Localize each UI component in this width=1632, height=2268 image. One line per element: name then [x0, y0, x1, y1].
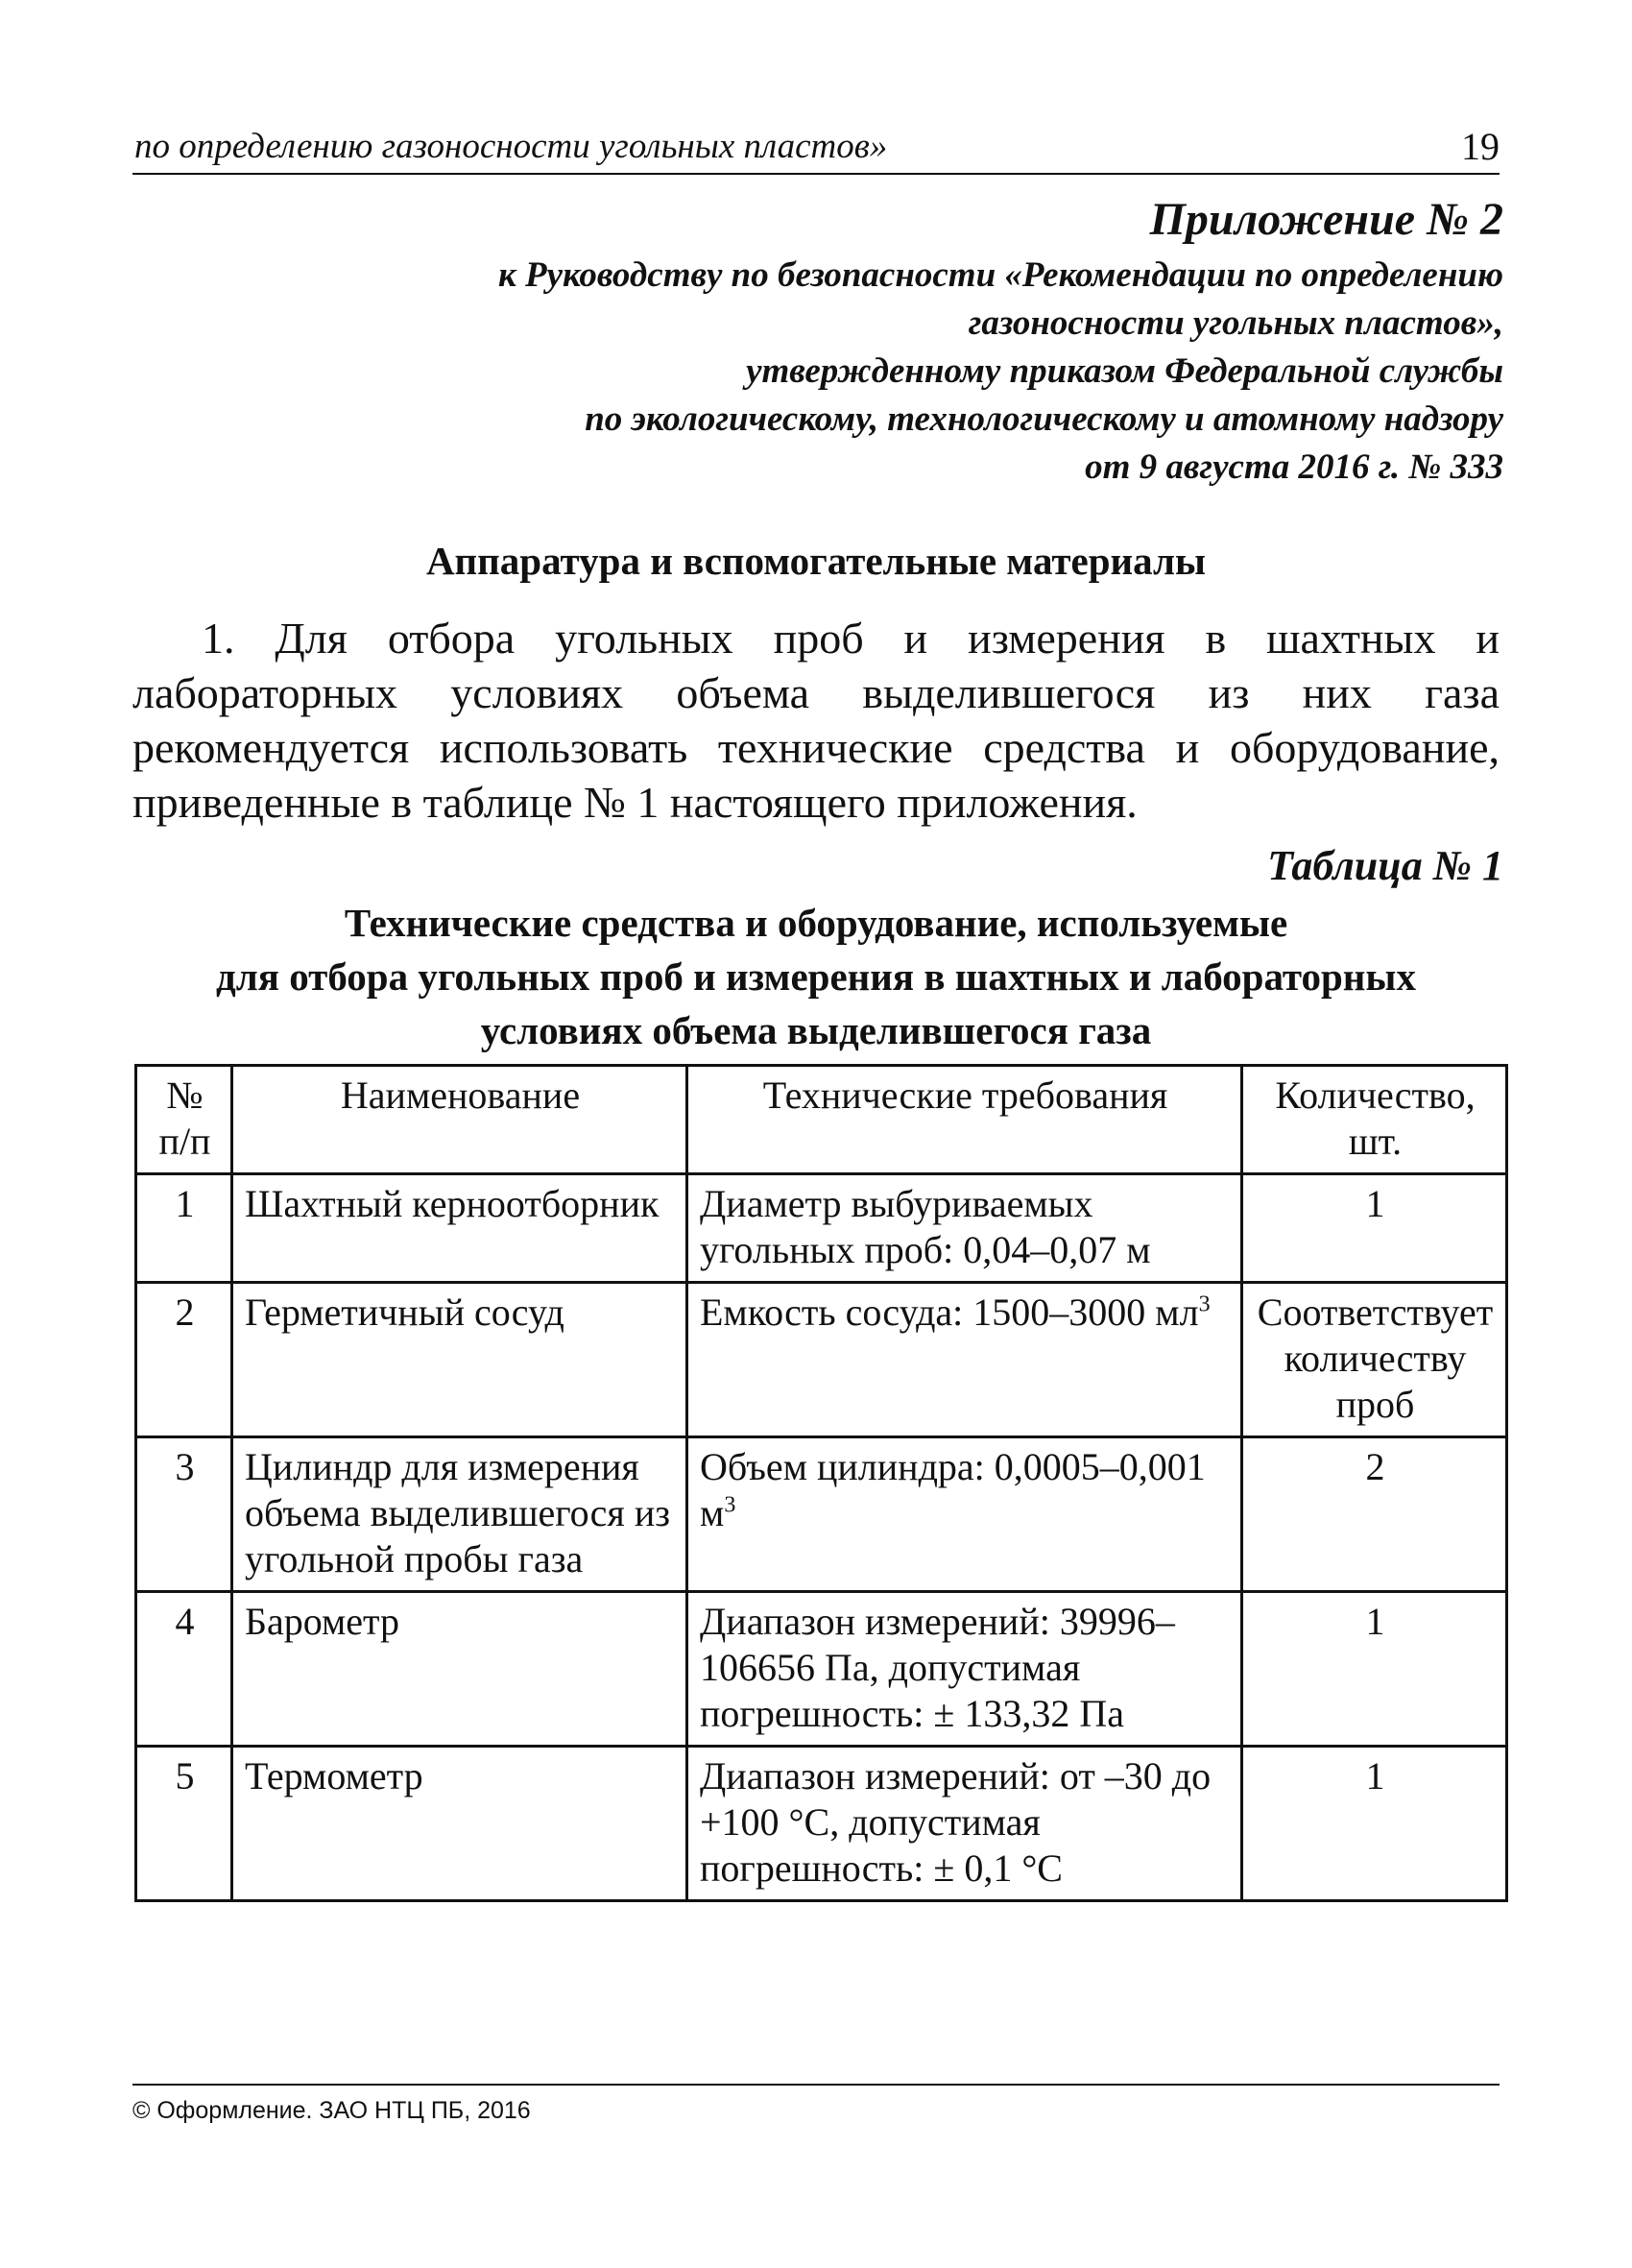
cell-num: 4: [136, 1592, 232, 1747]
cell-num: 1: [136, 1174, 232, 1283]
cell-quantity: 1: [1242, 1592, 1507, 1747]
table-row: [136, 1592, 1507, 1747]
cell-requirements: Диаметр выбуриваемых угольных проб: 0,04–0,07 м: [687, 1174, 1242, 1283]
cell-quantity: Соответствует количеству проб: [1242, 1283, 1507, 1437]
copyright-footer: © Оформление. ЗАО НТЦ ПБ, 2016: [132, 2084, 1500, 2125]
table-row: [136, 1283, 1507, 1437]
table-row: [136, 1437, 1507, 1592]
table-row: [136, 1747, 1507, 1901]
cell-name: Цилиндр для измерения объема выделившегося из угольной пробы газа: [232, 1437, 687, 1592]
cell-requirements: Диапазон измерений: 39996–106656 Па, допустимая погрешность: ± 133,32 Па: [687, 1592, 1242, 1747]
cell-quantity: 1: [1242, 1174, 1507, 1283]
cell-num: 2: [136, 1283, 232, 1437]
appendix-heading: Приложение № 2: [1149, 194, 1503, 245]
requirements-text: Объем цилиндра: 0,0005–0,001 м: [700, 1445, 1206, 1534]
running-header: [132, 119, 1500, 175]
cell-name: Шахтный керноотборник: [232, 1174, 687, 1283]
paragraph-text: 1. Для отбора угольных проб и измерения в шахтных и лабораторных условиях объема выделившегося из них газа рекомендуется использовать технические средства и оборудование, приведенные в таблице № 1 настоящего приложения.: [132, 614, 1500, 827]
appendix-line: по экологическому, технологическому и атомному надзору: [585, 399, 1503, 439]
cell-quantity: 1: [1242, 1747, 1507, 1901]
equipment-table: [134, 1064, 1508, 1902]
appendix-line: газоносности угольных пластов»,: [968, 303, 1503, 343]
body-paragraph: [132, 611, 1500, 830]
superscript: 3: [1198, 1291, 1211, 1317]
running-title: по определению газоносности угольных пластов»: [134, 127, 888, 166]
requirements-text: Емкость сосуда: 1500–3000 мл: [700, 1291, 1199, 1334]
header-cell-name: Наименование: [232, 1066, 687, 1174]
table-header-row: [136, 1066, 1507, 1174]
cell-quantity: 2: [1242, 1437, 1507, 1592]
header-cell-requirements: Технические требования: [687, 1066, 1242, 1174]
cell-name: Термометр: [232, 1747, 687, 1901]
header-cell-num: № п/п: [136, 1066, 232, 1174]
cell-requirements: [687, 1283, 1242, 1437]
table-label: Таблица № 1: [1267, 842, 1503, 889]
cell-requirements: Диапазон измерений: от –30 до +100 °С, допустимая погрешность: ± 0,1 °С: [687, 1747, 1242, 1901]
page-number: 19: [1461, 125, 1500, 168]
section-heading: Аппаратура и вспомогательные материалы: [425, 539, 1207, 583]
cell-num: 3: [136, 1437, 232, 1592]
caption-line: условиях объема выделившегося газа: [480, 1008, 1152, 1052]
cell-num: 5: [136, 1747, 232, 1901]
caption-line: для отбора угольных проб и измерения в шахтных и лабораторных: [216, 954, 1416, 999]
superscript: 3: [724, 1492, 736, 1518]
table-row: [136, 1174, 1507, 1283]
table-caption: [132, 896, 1500, 1057]
appendix-block: [255, 192, 1503, 492]
header-cell-quantity: Количество, шт.: [1242, 1066, 1507, 1174]
cell-name: Герметичный сосуд: [232, 1283, 687, 1437]
appendix-line: от 9 августа 2016 г. № 333: [1085, 447, 1503, 487]
caption-line: Технические средства и оборудование, используемые: [344, 901, 1288, 945]
cell-name: Барометр: [232, 1592, 687, 1747]
appendix-line: утвержденному приказом Федеральной службы: [746, 351, 1503, 391]
cell-requirements: [687, 1437, 1242, 1592]
appendix-line: к Руководству по безопасности «Рекомендации по определению: [497, 255, 1503, 295]
